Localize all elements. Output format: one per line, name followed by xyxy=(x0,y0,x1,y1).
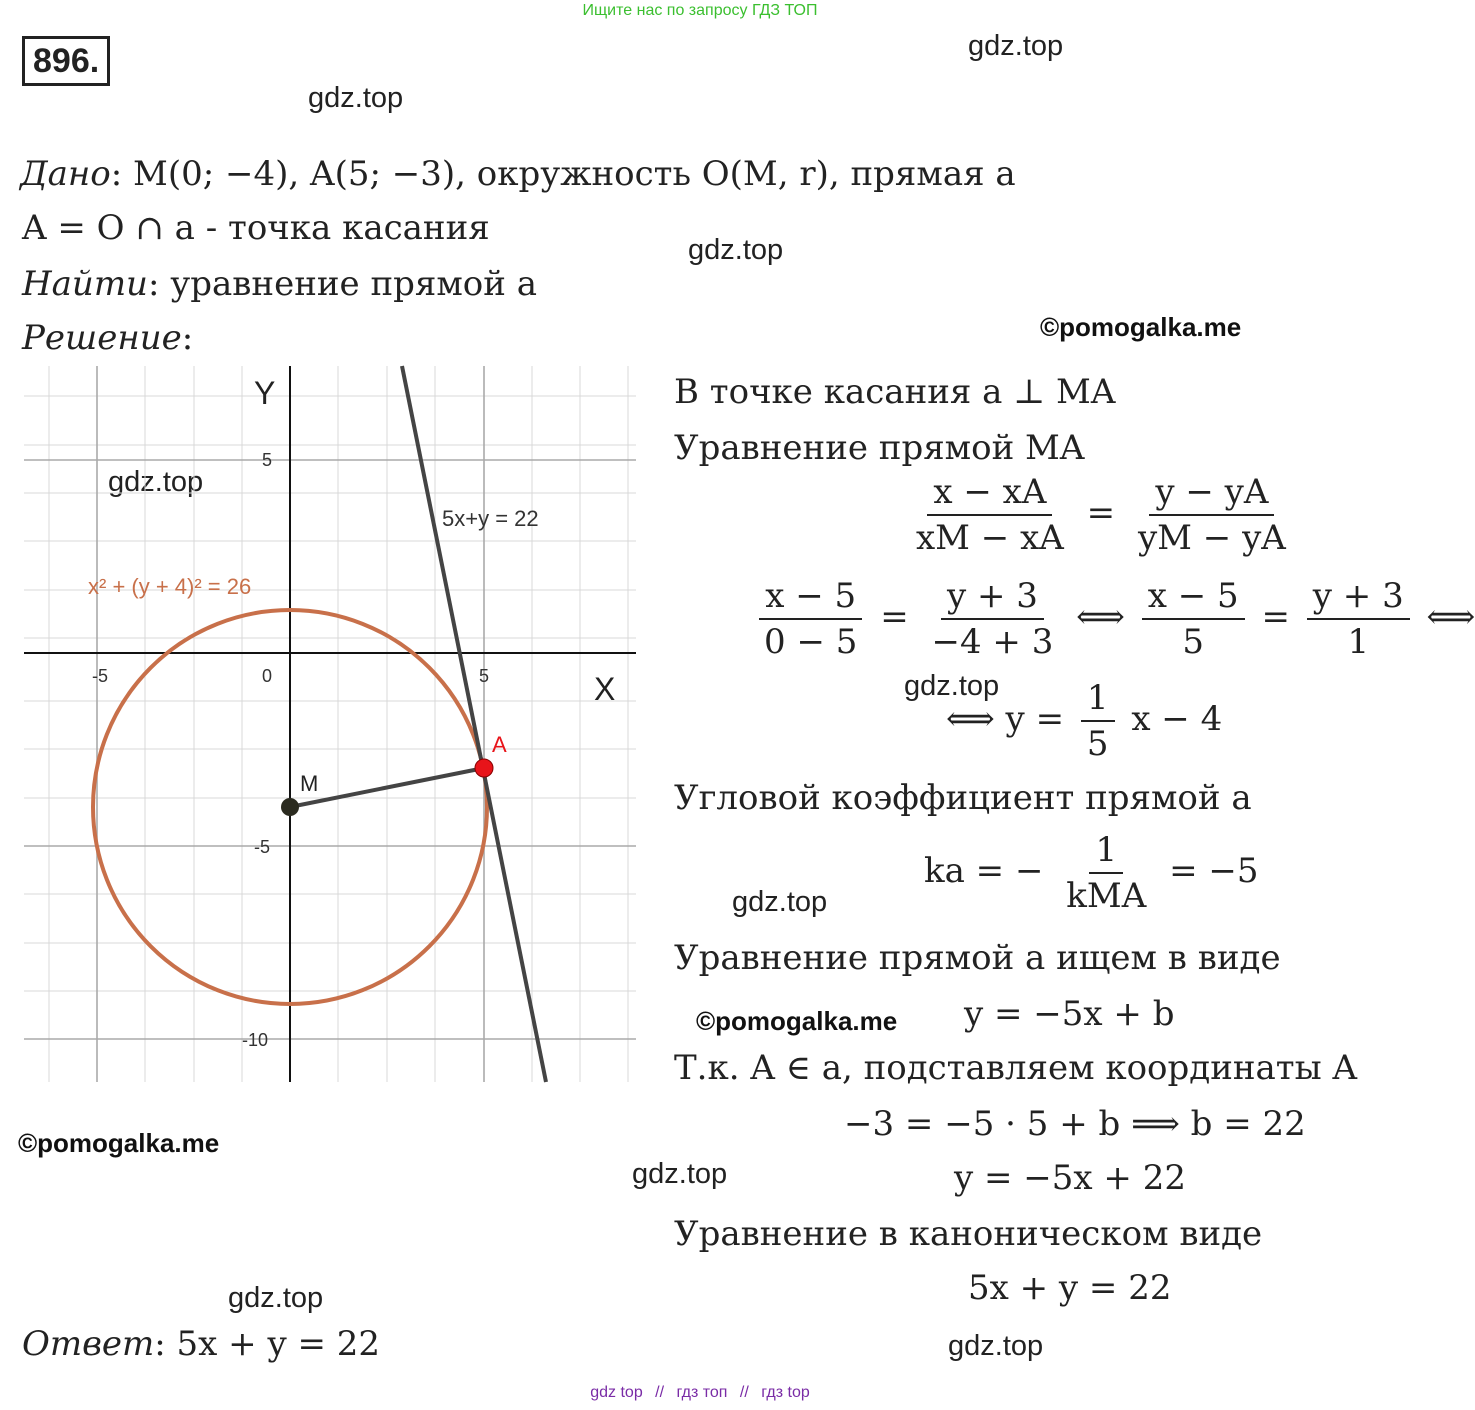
watermark: gdz.top xyxy=(308,82,404,114)
fraction-denominator: xM − xA xyxy=(916,518,1064,558)
bottom-link[interactable]: гдз топ xyxy=(676,1384,728,1401)
fraction-numerator: x − xA xyxy=(927,472,1052,516)
fraction-denominator: −4 + 3 xyxy=(931,622,1054,662)
tick-label: 5 xyxy=(479,666,490,686)
bottom-link[interactable]: гдз top xyxy=(761,1384,810,1401)
watermark: gdz.top xyxy=(904,670,1000,702)
formula-slope-a xyxy=(924,830,1259,916)
top-banner[interactable]: Ищите нас по запросу ГДЗ ТОП xyxy=(582,2,818,19)
line-equation-label: 5x+y = 22 xyxy=(442,506,539,531)
solution-colon: : xyxy=(181,318,194,358)
bottom-links xyxy=(0,1384,1400,1402)
formula-prefix: ka = − xyxy=(924,851,1044,891)
separator: // xyxy=(739,1384,749,1401)
given-line xyxy=(20,154,1016,194)
right-line1: В точке касания a ⊥ MA xyxy=(674,372,1116,412)
answer-label: Ответ xyxy=(22,1324,155,1364)
copyright: ©pomogalka.me xyxy=(1040,312,1242,342)
right-line6: Уравнение в каноническом виде xyxy=(674,1214,1263,1254)
watermark: gdz.top xyxy=(732,886,828,918)
formula-line-through-points xyxy=(904,472,1298,558)
fraction-numerator: y + 3 xyxy=(1307,576,1410,620)
point-a xyxy=(475,759,493,777)
fraction-denominator: 5 xyxy=(1182,622,1205,662)
given-text: : M(0; −4), A(5; −3), окружность O(M, r), прямая a xyxy=(110,154,1016,194)
circle-equation-label: x² + (y + 4)² = 26 xyxy=(88,574,252,599)
copyright: ©pomogalka.me xyxy=(696,1006,898,1036)
copyright: ©pomogalka.me xyxy=(18,1128,220,1158)
tick-label: 5 xyxy=(262,450,273,470)
formula-suffix: = −5 xyxy=(1169,851,1259,891)
right-line4: Уравнение прямой a ищем в виде xyxy=(674,938,1281,978)
iff-sign: ⟺ xyxy=(1426,597,1475,637)
equals-sign: = xyxy=(1261,597,1290,637)
find-text: : уравнение прямой a xyxy=(147,264,537,304)
right-line5: Т.к. A ∈ a, подставляем координаты A xyxy=(674,1048,1358,1088)
point-a-label: A xyxy=(492,732,507,757)
given-line2: A = O ∩ a - точка касания xyxy=(22,208,490,248)
find-label: Найти xyxy=(22,264,148,304)
formula-substituted xyxy=(752,576,1475,662)
formula-suffix: x − 4 xyxy=(1131,699,1223,739)
tangent-line xyxy=(402,366,546,1082)
coordinate-graph xyxy=(24,366,636,1082)
fraction-numerator: y + 3 xyxy=(941,576,1044,620)
right-line2: Уравнение прямой MA xyxy=(674,428,1085,468)
task-number: 896. xyxy=(22,36,110,86)
watermark: gdz.top xyxy=(228,1282,324,1314)
formula-ma-slope xyxy=(946,678,1222,764)
formula-result: y = −5x + 22 xyxy=(954,1158,1186,1198)
find-line xyxy=(22,264,537,304)
fraction-numerator: x − 5 xyxy=(1142,576,1245,620)
formula-prefix: ⟺ y = xyxy=(946,699,1065,739)
formula-find-b: −3 = −5 · 5 + b ⟹ b = 22 xyxy=(844,1104,1306,1144)
fraction-denominator: yM − yA xyxy=(1137,518,1286,558)
given-label: Дано xyxy=(20,154,111,194)
fraction-numerator: 1 xyxy=(1081,678,1115,722)
fraction-numerator: 1 xyxy=(1089,830,1123,874)
y-axis-label: Y xyxy=(254,375,276,411)
tick-label: -5 xyxy=(92,666,109,686)
answer-text: : 5x + y = 22 xyxy=(154,1324,381,1364)
solution-label: Решение xyxy=(22,318,182,358)
watermark: gdz.top xyxy=(968,30,1064,62)
fraction-numerator: y − yA xyxy=(1149,472,1274,516)
answer-line xyxy=(22,1324,380,1364)
tick-label: -5 xyxy=(254,837,271,857)
tick-label: 0 xyxy=(262,666,273,686)
x-axis-label: X xyxy=(594,671,616,707)
fraction-denominator: kMA xyxy=(1066,876,1147,916)
equals-sign: = xyxy=(1086,493,1116,533)
solution-line xyxy=(22,318,193,358)
point-m xyxy=(281,798,299,816)
watermark: gdz.top xyxy=(632,1158,728,1190)
iff-sign: ⟺ xyxy=(1076,597,1125,637)
watermark: gdz.top xyxy=(688,234,784,266)
point-m-label: M xyxy=(300,771,319,796)
fraction-numerator: x − 5 xyxy=(759,576,862,620)
bottom-link[interactable]: gdz top xyxy=(590,1384,643,1401)
separator: // xyxy=(655,1384,665,1401)
fraction-denominator: 0 − 5 xyxy=(764,622,858,662)
equals-sign: = xyxy=(880,597,909,637)
tick-label: -10 xyxy=(242,1030,269,1050)
watermark: gdz.top xyxy=(108,466,204,498)
formula-general: y = −5x + b xyxy=(964,994,1175,1034)
watermark: gdz.top xyxy=(948,1330,1044,1362)
fraction-denominator: 1 xyxy=(1347,622,1370,662)
fraction-denominator: 5 xyxy=(1086,724,1109,764)
formula-canonical: 5x + y = 22 xyxy=(968,1268,1172,1308)
right-line3: Угловой коэффициент прямой a xyxy=(674,778,1252,818)
